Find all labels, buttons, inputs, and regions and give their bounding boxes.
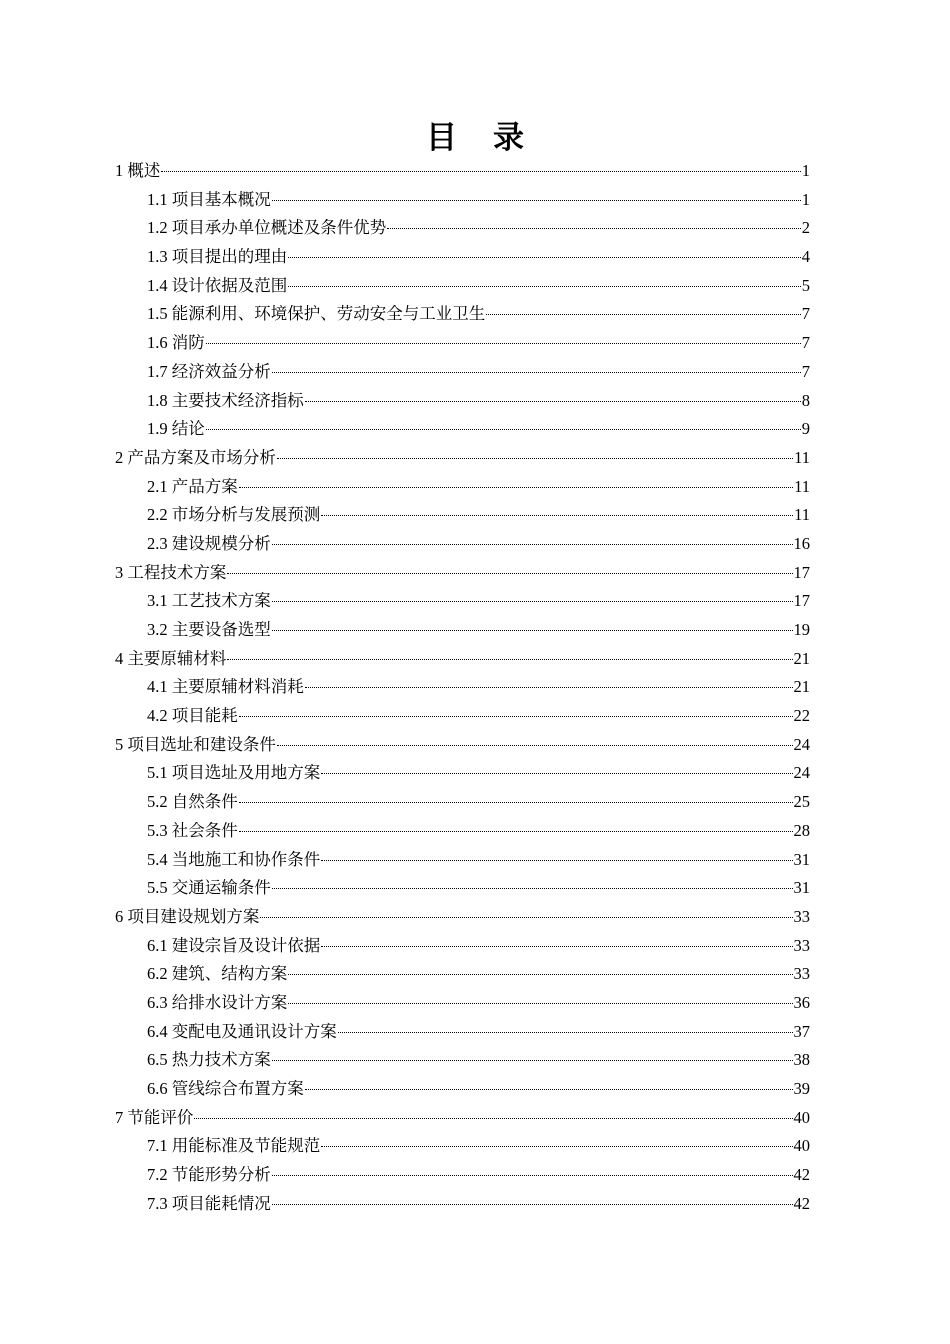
toc-dot-leader [239, 830, 793, 832]
toc-entry-label: 5.3 社会条件 [147, 820, 238, 840]
toc-entry-label: 2.3 建设规模分析 [147, 533, 271, 553]
toc-page-number: 33 [793, 906, 810, 926]
toc-dot-leader [272, 543, 793, 545]
toc-dot-leader [288, 256, 801, 258]
toc-dot-leader [321, 1145, 792, 1147]
toc-entry-label: 1.1 项目基本概况 [147, 189, 271, 209]
toc-page-number: 16 [793, 533, 810, 553]
toc-section-entry[interactable] [115, 473, 810, 502]
toc-dot-leader [239, 486, 793, 488]
toc-page-number: 37 [793, 1021, 810, 1041]
toc-page-number: 38 [793, 1050, 810, 1070]
toc-page-number: 24 [793, 763, 810, 783]
toc-entry-label: 6.1 建设宗旨及设计依据 [147, 935, 321, 955]
toc-dot-leader [321, 945, 792, 947]
toc-page-number: 42 [793, 1193, 810, 1213]
toc-section-entry[interactable] [115, 788, 810, 817]
toc-dot-leader [321, 772, 792, 774]
toc-entry-label: 1.4 设计依据及范围 [147, 275, 288, 295]
toc-page-number: 36 [793, 992, 810, 1012]
toc-entry-label: 3.1 工艺技术方案 [147, 591, 271, 611]
toc-entry-label: 7.1 用能标准及节能规范 [147, 1136, 321, 1156]
toc-entry-label: 5 项目选址和建设条件 [115, 734, 276, 754]
toc-dot-leader [272, 600, 793, 602]
toc-entry-label: 6.3 给排水设计方案 [147, 992, 288, 1012]
toc-page-number: 33 [793, 935, 810, 955]
toc-page-number: 11 [794, 447, 810, 467]
toc-page-number: 2 [801, 218, 810, 238]
toc-section-entry[interactable] [115, 1190, 810, 1219]
toc-section-entry[interactable] [115, 960, 810, 989]
toc-page-number: 17 [793, 562, 810, 582]
toc-section-entry[interactable] [115, 387, 810, 416]
toc-dot-leader [272, 1059, 793, 1061]
toc-dot-leader [206, 428, 801, 430]
toc-page-number: 40 [793, 1136, 810, 1156]
toc-dot-leader [486, 313, 801, 315]
toc-entry-label: 1.5 能源利用、环境保护、劳动安全与工业卫生 [147, 304, 486, 324]
toc-page-number: 42 [793, 1165, 810, 1185]
toc-section-entry[interactable] [115, 846, 810, 875]
toc-entry-label: 7.3 项目能耗情况 [147, 1193, 271, 1213]
toc-chapter-entry[interactable] [115, 559, 810, 588]
toc-section-entry[interactable] [115, 1046, 810, 1075]
toc-dot-leader [277, 457, 793, 459]
toc-entry-label: 1.2 项目承办单位概述及条件优势 [147, 218, 387, 238]
toc-page-number: 1 [801, 189, 810, 209]
toc-dot-leader [260, 916, 792, 918]
toc-section-entry[interactable] [115, 874, 810, 903]
toc-dot-leader [338, 1031, 793, 1033]
toc-dot-leader [239, 801, 793, 803]
toc-entry-label: 2.1 产品方案 [147, 476, 238, 496]
toc-entry-label: 2 产品方案及市场分析 [115, 447, 276, 467]
toc-entry-label: 7 节能评价 [115, 1107, 194, 1127]
toc-section-entry[interactable] [115, 501, 810, 530]
title-char: 目 [426, 120, 457, 156]
toc-dot-leader [194, 1117, 792, 1119]
toc-chapter-entry[interactable] [115, 444, 810, 473]
toc-section-entry[interactable] [115, 702, 810, 731]
toc-dot-leader [272, 629, 793, 631]
toc-page-number: 22 [793, 706, 810, 726]
toc-page-number: 1 [801, 161, 810, 180]
toc-page-number: 4 [801, 247, 810, 267]
toc-section-entry[interactable] [115, 759, 810, 788]
toc-page-number: 28 [793, 820, 810, 840]
toc-page-number: 9 [801, 419, 810, 439]
toc-entry-label: 5.4 当地施工和协作条件 [147, 849, 321, 869]
toc-entry-label: 6.5 热力技术方案 [147, 1050, 271, 1070]
toc-section-entry[interactable] [115, 1018, 810, 1047]
toc-entry-label: 6.4 变配电及通讯设计方案 [147, 1021, 337, 1041]
toc-entry-label: 5.1 项目选址及用地方案 [147, 763, 321, 783]
toc-entry-label: 6 项目建设规划方案 [115, 906, 260, 926]
toc-page-number: 21 [793, 677, 810, 697]
toc-section-entry[interactable] [115, 587, 810, 616]
toc-section-entry[interactable] [115, 272, 810, 301]
toc-section-entry[interactable] [115, 186, 810, 215]
toc-dot-leader [288, 1002, 792, 1004]
toc-dot-leader [387, 227, 801, 229]
toc-section-entry[interactable] [115, 329, 810, 358]
toc-dot-leader [227, 572, 792, 574]
toc-page-number: 33 [793, 964, 810, 984]
toc-dot-leader [272, 1174, 793, 1176]
toc-entry-label: 5.5 交通运输条件 [147, 878, 271, 898]
toc-dot-leader [305, 686, 793, 688]
toc-dot-leader [206, 342, 801, 344]
toc-dot-leader [321, 514, 793, 516]
toc-section-entry[interactable] [115, 300, 810, 329]
toc-entry-label: 1.8 主要技术经济指标 [147, 390, 304, 410]
toc-page-number: 40 [793, 1107, 810, 1127]
toc-section-entry[interactable] [115, 817, 810, 846]
toc-chapter-entry[interactable] [115, 731, 810, 760]
toc-entry-label: 6.2 建筑、结构方案 [147, 964, 288, 984]
toc-page-number: 31 [793, 878, 810, 898]
toc-page-number: 8 [801, 390, 810, 410]
toc-chapter-entry[interactable] [115, 157, 810, 186]
toc-section-entry[interactable] [115, 1132, 810, 1161]
toc-section-entry[interactable] [115, 616, 810, 645]
toc-dot-leader [277, 744, 793, 746]
toc-dot-leader [227, 658, 792, 660]
toc-entry-label: 1.7 经济效益分析 [147, 361, 271, 381]
toc-dot-leader [305, 400, 801, 402]
toc-dot-leader [288, 285, 801, 287]
toc-section-entry[interactable] [115, 214, 810, 243]
toc-entry-label: 3.2 主要设备选型 [147, 620, 271, 639]
toc-section-entry[interactable] [115, 673, 810, 702]
toc-page-number: 11 [794, 476, 810, 496]
toc-page-number: 24 [793, 734, 810, 754]
title-char: 录 [493, 120, 524, 156]
toc-page-number: 7 [801, 304, 810, 324]
toc-section-entry[interactable] [115, 415, 810, 444]
toc-entry-label: 4.2 项目能耗 [147, 706, 238, 726]
toc-dot-leader [288, 973, 792, 975]
toc-entry-label: 4.1 主要原辅材料消耗 [147, 677, 304, 697]
toc-entry-label: 1.3 项目提出的理由 [147, 247, 288, 267]
toc-dot-leader [321, 859, 792, 861]
toc-page-number: 25 [793, 792, 810, 812]
toc-entry-label: 6.6 管线综合布置方案 [147, 1079, 304, 1098]
toc-section-entry[interactable] [115, 1075, 810, 1104]
toc-page-number: 39 [793, 1079, 810, 1098]
toc-entry-label: 4 主要原辅材料 [115, 648, 227, 668]
table-of-contents [115, 157, 810, 1218]
toc-chapter-entry[interactable] [115, 645, 810, 674]
toc-section-entry[interactable] [115, 358, 810, 387]
toc-entry-label: 7.2 节能形势分析 [147, 1165, 271, 1185]
toc-entry-label: 3 工程技术方案 [115, 562, 227, 582]
toc-section-entry[interactable] [115, 243, 810, 272]
toc-dot-leader [272, 887, 793, 889]
toc-page-number: 7 [801, 361, 810, 381]
toc-page-number: 5 [801, 275, 810, 295]
toc-entry-label: 1 概述 [115, 161, 161, 180]
toc-section-entry[interactable] [115, 530, 810, 559]
toc-entry-label: 1.9 结论 [147, 419, 205, 439]
toc-dot-leader [272, 199, 801, 201]
page-title [0, 112, 950, 157]
toc-dot-leader [305, 1088, 793, 1090]
toc-page-number: 19 [793, 620, 810, 639]
toc-section-entry[interactable] [115, 1161, 810, 1190]
toc-dot-leader [239, 715, 793, 717]
toc-page-number: 21 [793, 648, 810, 668]
toc-page-number: 7 [801, 333, 810, 353]
toc-dot-leader [161, 170, 800, 172]
toc-entry-label: 2.2 市场分析与发展预测 [147, 505, 321, 525]
toc-chapter-entry[interactable] [115, 903, 810, 932]
toc-page-number: 11 [794, 505, 810, 525]
toc-dot-leader [272, 1203, 793, 1205]
toc-dot-leader [272, 371, 801, 373]
toc-entry-label: 1.6 消防 [147, 333, 205, 353]
toc-entry-label: 5.2 自然条件 [147, 792, 238, 812]
toc-chapter-entry[interactable] [115, 1104, 810, 1133]
toc-section-entry[interactable] [115, 989, 810, 1018]
toc-page-number: 31 [793, 849, 810, 869]
toc-section-entry[interactable] [115, 932, 810, 961]
toc-page-number: 17 [793, 591, 810, 611]
